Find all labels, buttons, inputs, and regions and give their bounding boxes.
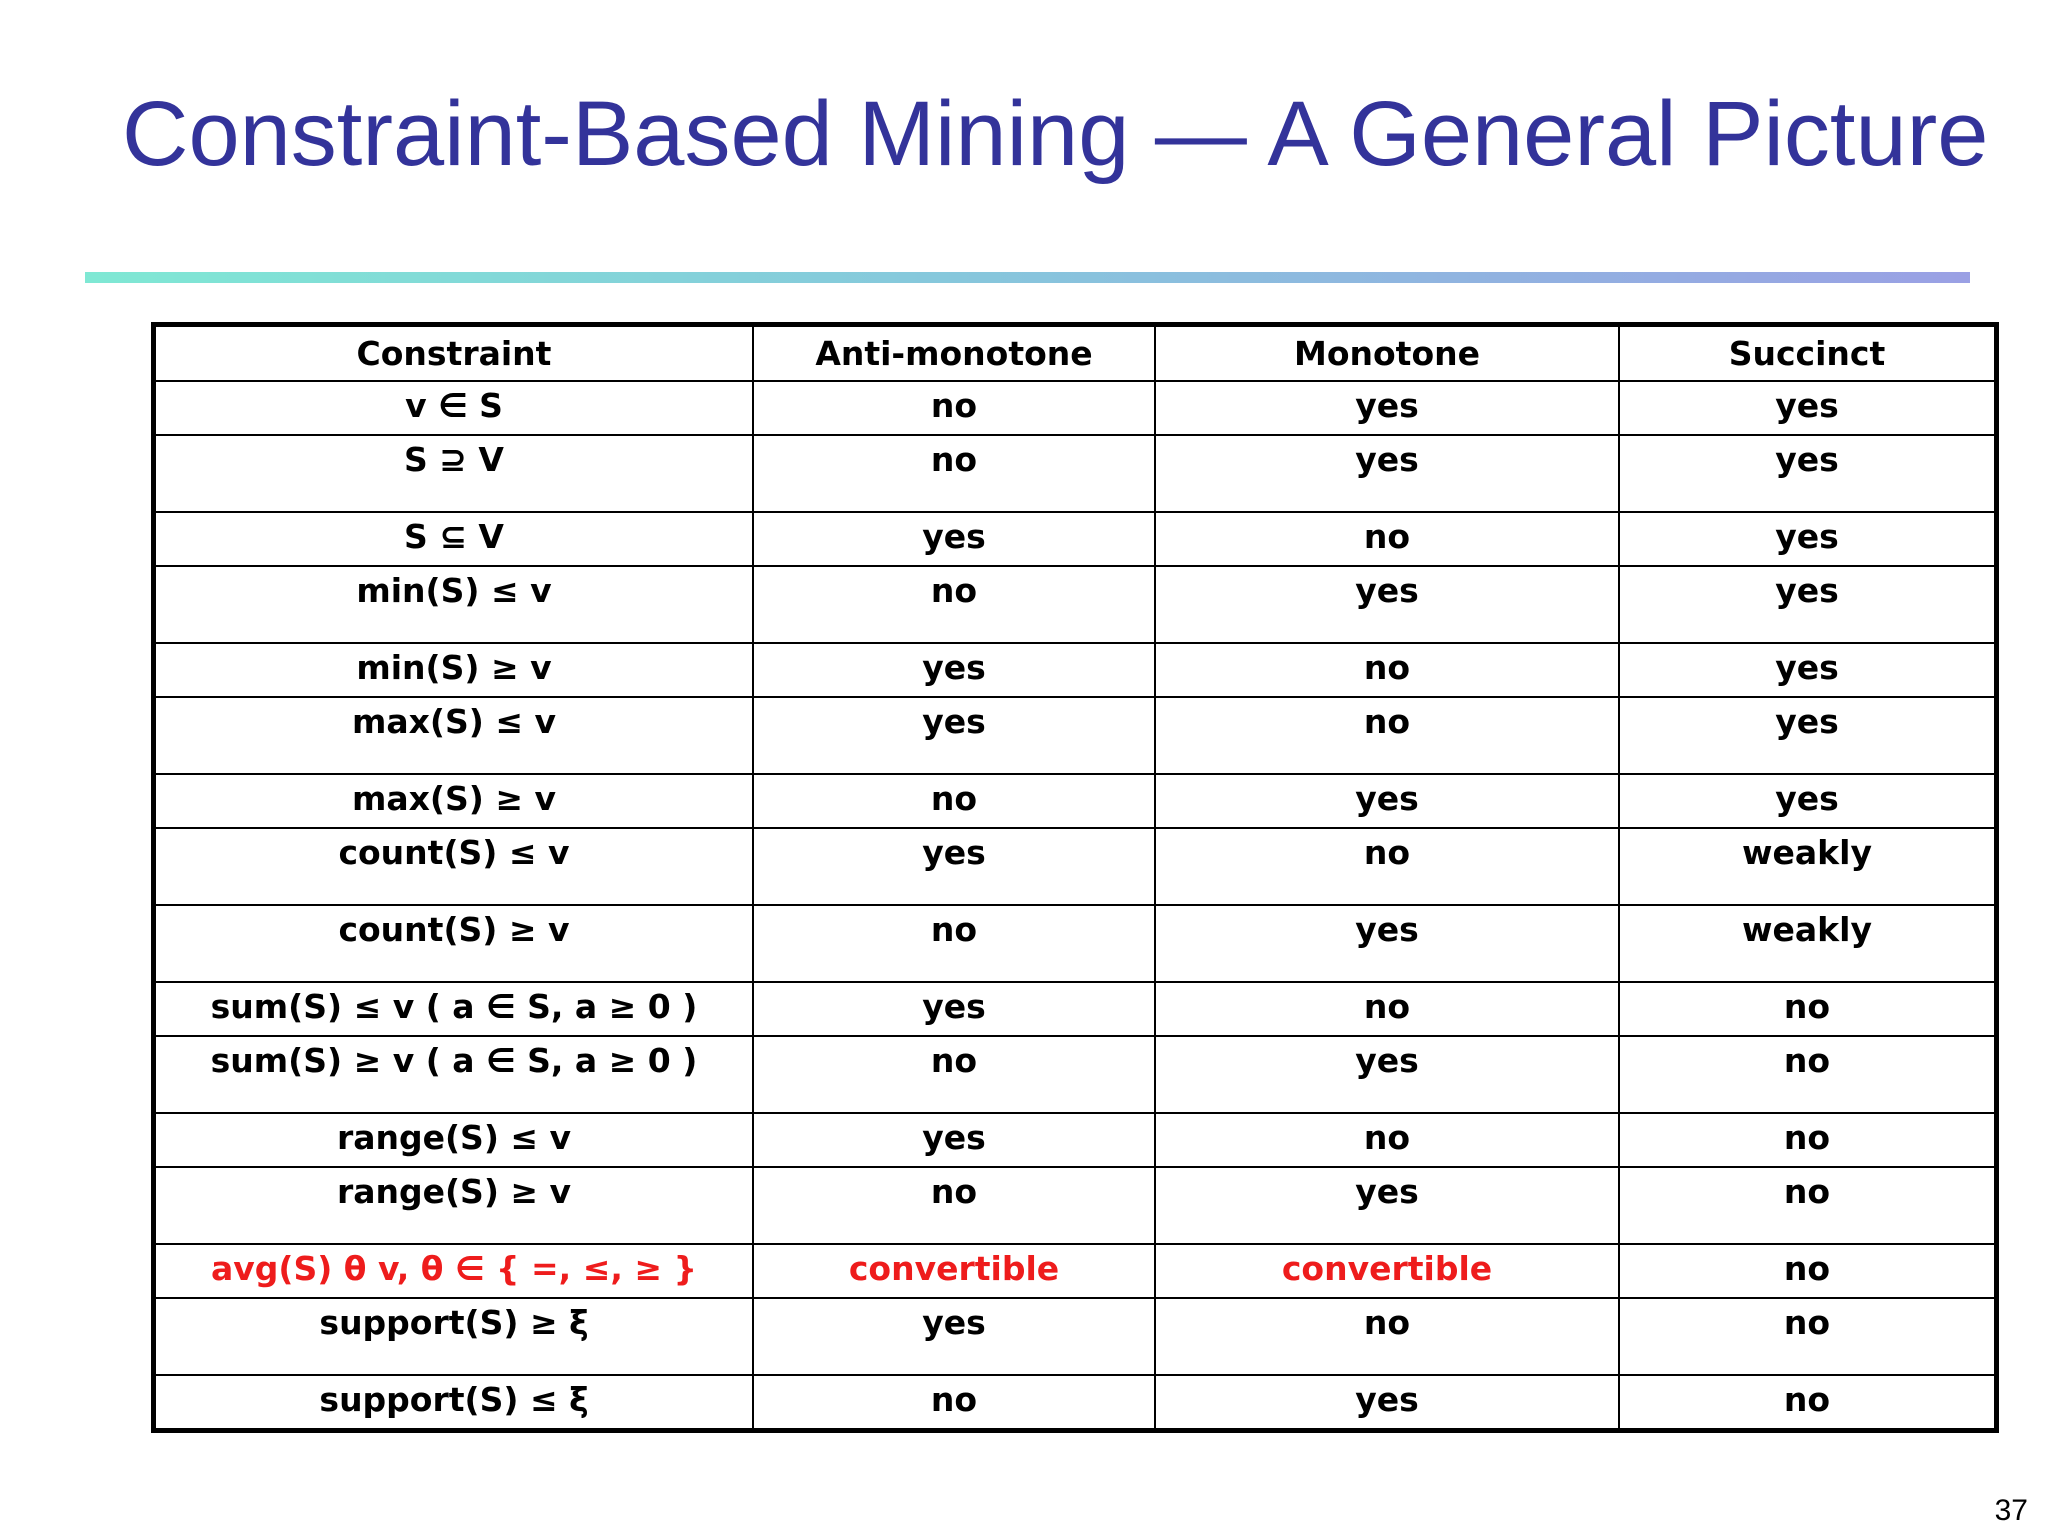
cell-monotone: yes	[1155, 381, 1619, 435]
table-row	[154, 1298, 1997, 1375]
cell-constraint: avg(S) θ v, θ ∈ { =, ≤, ≥ }	[154, 1244, 754, 1298]
cell-monotone: no	[1155, 828, 1619, 905]
cell-anti-monotone: no	[753, 1375, 1155, 1431]
cell-anti-monotone: convertible	[753, 1244, 1155, 1298]
cell-succinct: no	[1619, 1244, 1997, 1298]
header-monotone: Monotone	[1155, 325, 1619, 382]
cell-constraint: sum(S) ≤ v ( a ∈ S, a ≥ 0 )	[154, 982, 754, 1036]
cell-constraint: support(S) ≥ ξ	[154, 1298, 754, 1375]
cell-anti-monotone: yes	[753, 1298, 1155, 1375]
cell-anti-monotone: yes	[753, 1113, 1155, 1167]
page-number: 37	[1994, 1494, 2028, 1527]
constraint-properties-table	[151, 322, 1999, 1433]
cell-anti-monotone: yes	[753, 643, 1155, 697]
cell-anti-monotone: yes	[753, 697, 1155, 774]
table-row-highlighted	[154, 1244, 1997, 1298]
header-succinct: Succinct	[1619, 325, 1997, 382]
cell-monotone: no	[1155, 1113, 1619, 1167]
header-anti-monotone: Anti-monotone	[753, 325, 1155, 382]
cell-monotone: yes	[1155, 774, 1619, 828]
header-constraint: Constraint	[154, 325, 754, 382]
cell-succinct: yes	[1619, 566, 1997, 643]
table-row	[154, 1167, 1997, 1244]
cell-succinct: no	[1619, 1036, 1997, 1113]
cell-succinct: weakly	[1619, 905, 1997, 982]
cell-anti-monotone: no	[753, 774, 1155, 828]
cell-anti-monotone: no	[753, 1167, 1155, 1244]
cell-anti-monotone: no	[753, 566, 1155, 643]
cell-anti-monotone: no	[753, 435, 1155, 512]
cell-succinct: yes	[1619, 381, 1997, 435]
table-row	[154, 1113, 1997, 1167]
cell-monotone: yes	[1155, 435, 1619, 512]
cell-anti-monotone: no	[753, 905, 1155, 982]
cell-monotone: yes	[1155, 1167, 1619, 1244]
cell-succinct: yes	[1619, 697, 1997, 774]
table-row	[154, 1036, 1997, 1113]
table-row	[154, 828, 1997, 905]
cell-succinct: no	[1619, 1113, 1997, 1167]
cell-constraint: count(S) ≤ v	[154, 828, 754, 905]
cell-constraint: S ⊇ V	[154, 435, 754, 512]
cell-monotone: no	[1155, 1298, 1619, 1375]
cell-succinct: no	[1619, 1167, 1997, 1244]
table-row	[154, 697, 1997, 774]
cell-anti-monotone: yes	[753, 512, 1155, 566]
cell-succinct: yes	[1619, 512, 1997, 566]
slide-title: Constraint-Based Mining — A General Picture	[122, 83, 1989, 185]
table-row	[154, 982, 1997, 1036]
table-header-row	[154, 325, 1997, 382]
table-row	[154, 905, 1997, 982]
table-row	[154, 512, 1997, 566]
table-row	[154, 643, 1997, 697]
cell-constraint: support(S) ≤ ξ	[154, 1375, 754, 1431]
cell-monotone: yes	[1155, 566, 1619, 643]
table-row	[154, 1375, 1997, 1431]
cell-monotone: yes	[1155, 1036, 1619, 1113]
cell-monotone: no	[1155, 982, 1619, 1036]
cell-constraint: count(S) ≥ v	[154, 905, 754, 982]
cell-constraint: v ∈ S	[154, 381, 754, 435]
cell-constraint: range(S) ≤ v	[154, 1113, 754, 1167]
title-divider	[85, 272, 1970, 283]
cell-succinct: no	[1619, 982, 1997, 1036]
cell-constraint: sum(S) ≥ v ( a ∈ S, a ≥ 0 )	[154, 1036, 754, 1113]
cell-succinct: yes	[1619, 774, 1997, 828]
cell-anti-monotone: yes	[753, 828, 1155, 905]
cell-monotone: no	[1155, 512, 1619, 566]
cell-monotone: yes	[1155, 1375, 1619, 1431]
cell-constraint: max(S) ≥ v	[154, 774, 754, 828]
cell-succinct: no	[1619, 1375, 1997, 1431]
cell-monotone: yes	[1155, 905, 1619, 982]
cell-monotone: convertible	[1155, 1244, 1619, 1298]
table-row	[154, 566, 1997, 643]
cell-anti-monotone: no	[753, 381, 1155, 435]
table-row	[154, 435, 1997, 512]
cell-succinct: no	[1619, 1298, 1997, 1375]
cell-constraint: max(S) ≤ v	[154, 697, 754, 774]
table-row	[154, 774, 1997, 828]
cell-constraint: min(S) ≥ v	[154, 643, 754, 697]
cell-constraint: S ⊆ V	[154, 512, 754, 566]
cell-succinct: yes	[1619, 435, 1997, 512]
cell-constraint: min(S) ≤ v	[154, 566, 754, 643]
cell-succinct: yes	[1619, 643, 1997, 697]
cell-anti-monotone: no	[753, 1036, 1155, 1113]
cell-monotone: no	[1155, 697, 1619, 774]
cell-monotone: no	[1155, 643, 1619, 697]
cell-succinct: weakly	[1619, 828, 1997, 905]
table-row	[154, 381, 1997, 435]
cell-constraint: range(S) ≥ v	[154, 1167, 754, 1244]
cell-anti-monotone: yes	[753, 982, 1155, 1036]
